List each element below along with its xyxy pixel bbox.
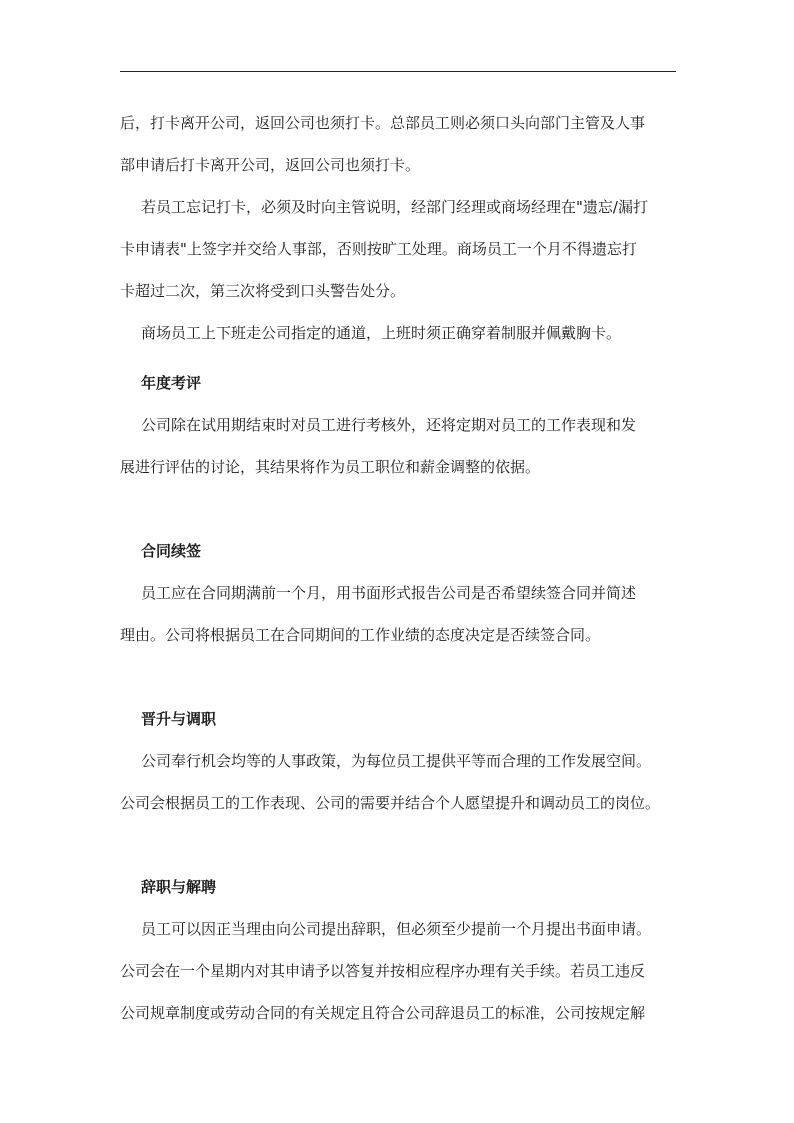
- text-line: 展进行评估的讨论，其结果将作为员工职位和薪金调整的依据。: [120, 458, 541, 476]
- text-line: 理由。公司将根据员工在合同期间的工作业绩的态度决定是否续签合同。: [120, 626, 601, 644]
- section-contract-renewal: [120, 530, 680, 656]
- document-body: [120, 102, 680, 1034]
- section-resignation: [120, 866, 680, 1034]
- section-heading: 辞职与解聘: [141, 878, 217, 896]
- section-heading: 年度考评: [141, 374, 202, 392]
- text-line: 若员工忘记打卡，必须及时向主管说明，经部门经理或商场经理在"遗忘/漏打: [141, 198, 648, 216]
- text-line: 公司规章制度或劳动合同的有关规定且符合公司辞退员工的标准，公司按规定解: [120, 1004, 646, 1022]
- paragraph-clock-out: [120, 102, 680, 186]
- section-annual-review: [120, 362, 680, 488]
- paragraph-uniform: [120, 312, 680, 354]
- section-heading: 合同续签: [141, 542, 202, 560]
- text-line: 卡超过二次，第三次将受到口头警告处分。: [120, 282, 406, 300]
- text-line: 公司奉行机会均等的人事政策，为每位员工提供平等而合理的工作发展空间。: [141, 752, 652, 770]
- section-heading: 晋升与调职: [141, 710, 217, 728]
- text-line: 员工可以因正当理由向公司提出辞职，但必须至少提前一个月提出书面申请。: [141, 920, 652, 938]
- text-line: 后，打卡离开公司，返回公司也须打卡。总部员工则必须口头向部门主管及人事: [120, 114, 646, 132]
- text-line: 公司会在一个星期内对其申请予以答复并按相应程序办理有关手续。若员工违反: [120, 962, 646, 980]
- text-line: 公司会根据员工的工作表现、公司的需要并结合个人愿望提升和调动员工的岗位。: [120, 794, 661, 812]
- text-line: 商场员工上下班走公司指定的通道，上班时须正确穿着制服并佩戴胸卡。: [141, 324, 622, 342]
- section-promotion: [120, 698, 680, 824]
- text-line: 员工应在合同期满前一个月，用书面形式报告公司是否希望续签合同并简述: [141, 584, 637, 602]
- text-line: 公司除在试用期结束时对员工进行考核外，还将定期对员工的工作表现和发: [141, 416, 637, 434]
- paragraph-forgot-clock: [120, 186, 680, 312]
- header-rule: [120, 71, 676, 72]
- text-line: 部申请后打卡离开公司，返回公司也须打卡。: [120, 156, 421, 174]
- text-line: 卡申请表"上签字并交给人事部，否则按旷工处理。商场员工一个月不得遗忘打: [120, 240, 637, 258]
